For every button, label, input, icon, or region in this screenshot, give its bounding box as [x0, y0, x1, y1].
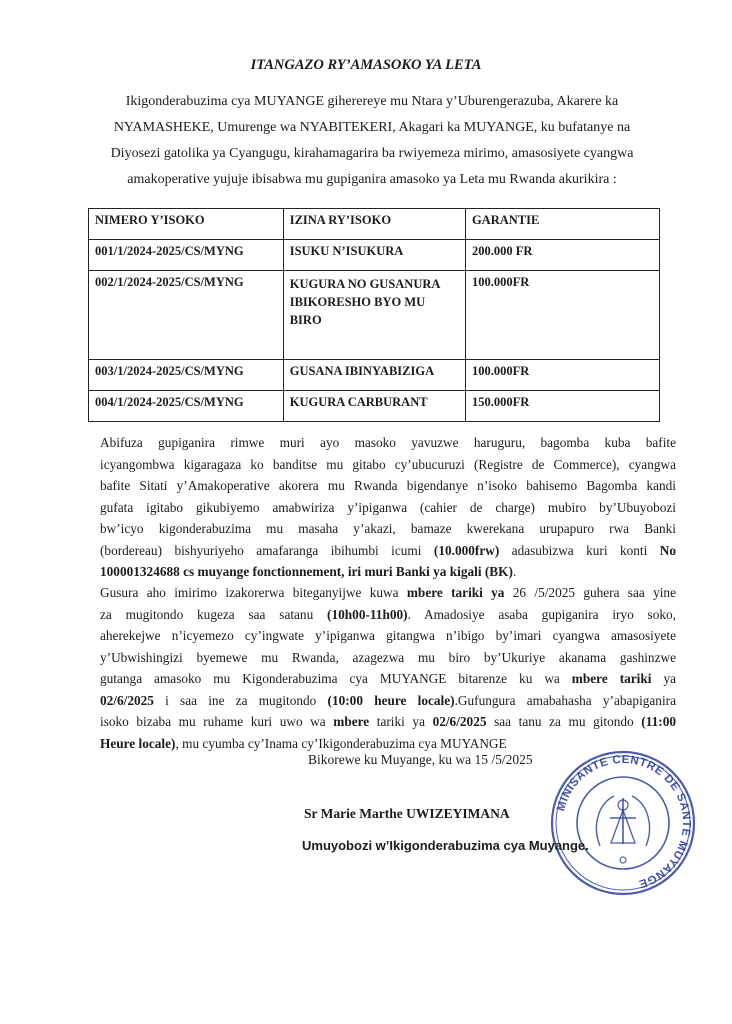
tender-name: GUSANA IBINYABIZIGA	[283, 360, 465, 391]
table-row	[89, 360, 660, 391]
intro-paragraph	[92, 89, 652, 193]
document-title: ITANGAZO RY’AMASOKO YA LETA	[250, 57, 482, 73]
tender-name: KUGURA CARBURANT	[283, 391, 465, 422]
emphasis: 02/6/2025	[432, 714, 487, 729]
text-run: adasubizwa kuri konti	[499, 542, 660, 558]
paragraph-line: Abifuza gupiganira rimwe muri ayo masoko yavuzwe haruguru, bagomba kuba bafite	[100, 435, 676, 450]
emphasis: mbere tariki	[571, 671, 652, 686]
intro-line: amakoperative yujuje ibisabwa mu gupiganira amasoko ya Leta mu Rwanda akurikira :	[127, 172, 617, 187]
header-number: NIMERO Y’ISOKO	[89, 209, 284, 240]
tender-guarantee: 100.000FR	[465, 271, 659, 360]
emphasis: (11:00	[641, 714, 676, 729]
stamp-seal-icon	[548, 748, 698, 898]
paragraph-line: bw’icyo kigonderabuzima mu masaha y’akazi, bamaze kwerekana urupapuro rwa Banki	[100, 521, 676, 536]
paragraph-line	[100, 582, 676, 604]
paragraph-line: aherekejwe n’icyemezo cy’ingwate y’ipiganwa gitangwa n’ibigo by’imari cyangwa amasosiyete	[100, 628, 676, 643]
stamp-text: MINISANTE CENTRE DE SANTE MUYANGE	[555, 753, 693, 890]
paragraph-line	[100, 604, 676, 626]
intro-line: Diyosezi gatolika ya Cyangugu, kirahamagarira ba rwiyemeza mirimo, amasosiyete cyangwa	[110, 146, 634, 161]
bank-account: 100001324688 cs muyange fonctionnement, iri muri Banki ya kigali (BK)	[100, 564, 513, 579]
tender-name: ISUKU N’ISUKURA	[283, 240, 465, 271]
tender-guarantee: 150.000FR	[465, 391, 659, 422]
emphasis: (10:00 heure locale)	[327, 692, 455, 708]
paragraph-line	[100, 711, 676, 733]
paragraph-line	[100, 561, 676, 583]
emphasis: Heure locale)	[100, 735, 176, 751]
requirements-paragraph	[100, 432, 676, 583]
text-run: ya	[651, 671, 676, 686]
text-run: 26 /5/2025 guhera saa yine	[504, 585, 676, 600]
tender-number: 002/1/2024-2025/CS/MYNG	[89, 271, 284, 360]
signer-name: Sr Marie Marthe UWIZEYIMANA	[304, 806, 510, 821]
tenders-table	[88, 208, 660, 422]
tender-number: 004/1/2024-2025/CS/MYNG	[89, 391, 284, 422]
tender-guarantee: 100.000FR	[465, 360, 659, 391]
intro-line: NYAMASHEKE, Umurenge wa NYABITEKERI, Akagari ka MUYANGE, ku bufatanye na	[113, 120, 631, 135]
header-guarantee: GARANTIE	[465, 209, 659, 240]
paragraph-line: bafite Sitati y’Amakoperative akorera mu Rwanda bigendanye n’isoko bahisemo Bagomba kandi	[100, 478, 676, 493]
text-run: tariki ya	[369, 714, 433, 729]
emphasis: 02/6/2025	[100, 692, 154, 708]
text-run: i saa ine za mugitondo	[153, 692, 328, 708]
text-run: .Gufungura amabahasha y’abapiganira	[454, 692, 676, 708]
text-run: gutanga amasoko mu Kigonderabuzima cya MUYANGE bitarenze ku wa	[100, 671, 572, 686]
header-name: IZINA RY’ISOKO	[283, 209, 465, 240]
text-run: . Amadosiye asaba gupiganira iryo soko,	[407, 606, 676, 622]
signer-title: Umuyobozi w’Ikigonderabuzima cya Muyange.	[302, 838, 589, 853]
text-run: .	[512, 564, 517, 579]
paragraph-line	[100, 668, 676, 690]
text-run: Gusura aho imirimo izakorerwa biteganyijwe kuwa	[100, 585, 407, 600]
place-date: Bikorewe ku Muyange, ku wa 15 /5/2025	[308, 752, 533, 767]
paragraph-line	[100, 690, 676, 712]
paragraph-line: gufata igitabo gikubiyemo amabwiriza y’ipiganwa (cahier de charge) mubiro by’Ubuyobozi	[100, 499, 676, 515]
table-row	[89, 271, 660, 360]
paragraph-line	[100, 540, 676, 562]
fee-amount: (10.000frw)	[433, 542, 500, 558]
emphasis: (10h00-11h00)	[327, 606, 408, 622]
text-run: isoko bizaba mu ruhame kuri uwo wa	[100, 714, 334, 729]
table-row	[89, 391, 660, 422]
account-label: No	[659, 542, 676, 558]
text-run: saa tanu za mu gitondo	[486, 714, 642, 729]
intro-line: Ikigonderabuzima cya MUYANGE giherereye mu Ntara y’Uburengerazuba, Akarere ka	[125, 94, 619, 109]
paragraph-line: y’Ubwishingizi byemewe mu Rwanda, azagezwa mu biro by’Ukuriye akanama gashinzwe	[100, 649, 676, 665]
text-run: (bordereau) bishyuriyeho amafaranga ibihumbi icumi	[100, 542, 434, 558]
table-header-row	[89, 209, 660, 240]
table-row	[89, 240, 660, 271]
schedule-paragraph	[100, 582, 676, 754]
tender-guarantee: 200.000 FR	[465, 240, 659, 271]
text-run: za mugitondo kugeza saa satanu	[100, 606, 328, 622]
official-stamp	[548, 748, 698, 898]
tender-number: 003/1/2024-2025/CS/MYNG	[89, 360, 284, 391]
tender-name: KUGURA NO GUSANURA IBIKORESHO BYO MU BIRO	[283, 271, 465, 360]
emphasis: mbere	[333, 714, 370, 729]
emphasis: mbere tariki ya	[406, 585, 505, 600]
tender-number: 001/1/2024-2025/CS/MYNG	[89, 240, 284, 271]
text-run: , mu cyumba cy’Inama cy’Ikigonderabuzima cya MUYANGE	[175, 735, 507, 751]
paragraph-line: icyangombwa kigaragaza ko banditse mu gitabo cy’ubucuruzi (Registre de Commerce), cyangwa	[100, 456, 676, 472]
